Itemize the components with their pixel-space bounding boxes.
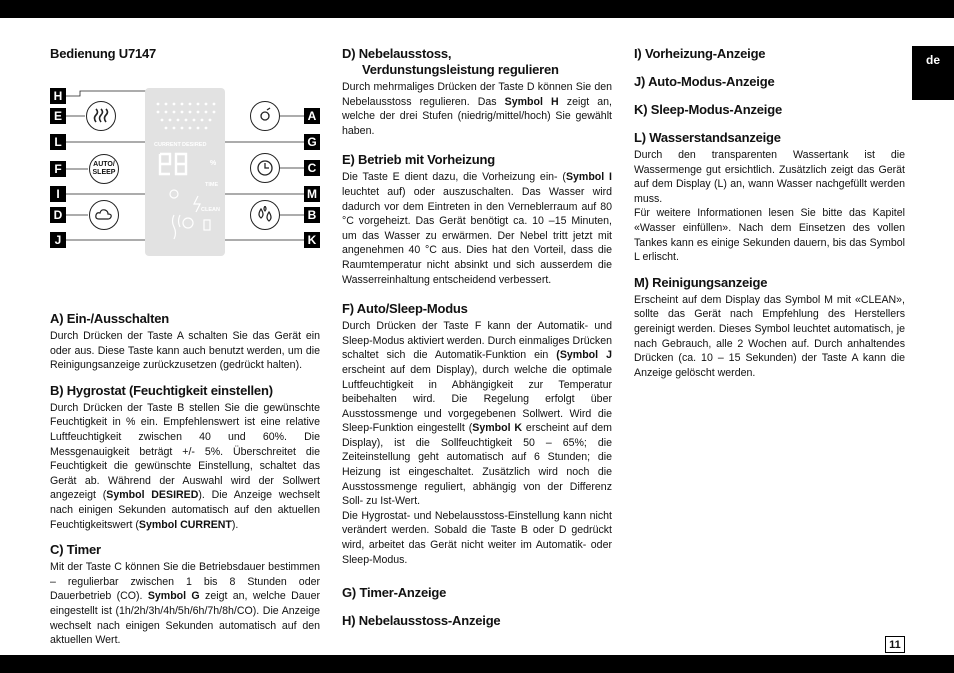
top-bar (0, 0, 954, 18)
label-h: H (50, 88, 66, 104)
heading-j: J) Auto-Modus-Anzeige (634, 74, 775, 89)
heading-l: L) Wasserstandsanzeige (634, 130, 781, 145)
heading-b: B) Hygrostat (Feuchtigkeit einstellen) (50, 382, 273, 398)
section-title: Bedienung U7147 (50, 46, 157, 61)
column-2 (342, 46, 612, 631)
mist-button[interactable] (89, 200, 119, 230)
text-m: Erscheint auf dem Display das Symbol M mit «CLEAN», sollte das Gerät nach Empfehlung des Herstellers gereinigt werden. Dieses Symbol leuchtet automatisch, je nach Gebrauch, alle 2 Wochen auf. Durch anhaltendes Drücken (ca. 10 – 15 Sekunden) der Taste A kann die Anzeige gelöscht werden. (634, 293, 905, 379)
text-c: Mit der Taste C können Sie die Betriebsdauer bestimmen – regulierbar zwischen 1 bis 8 Stunden oder Dauerbetrieb (CO). Symbol G zeigt an, welche Dauer eingestellt ist (1h/2h/3h/4h/5h/6h/7h/8h/CO). Die Anzeige wechselt nach einigen Sekunden automatisch auf den aktuellen Wert. (50, 561, 320, 647)
label-b: B (304, 207, 320, 223)
label-a: A (304, 108, 320, 124)
heat-waves-icon (92, 108, 110, 124)
text-f: Durch Drücken der Taste F kann der Automatik- und Sleep-Modus aktiviert werden. Durch einmaliges Drücken schaltet sich die Automatik-Funktion ein (Symbol J erscheint auf dem Display), durch welche die optimale Luftfeuchtigkeit in Abhängigkeit zur Temperatur beibehalten wird. Die Regelung erfolgt über Ausstossmenge und vorgegebenen Sollwert. Wird die Sleep-Funktion eingestellt (Symbol K erscheint auf dem Display), ist die Sollfeuchtigkeit 50 – 65%; die Zeiteinstellung geht automatisch auf 6 Stunden; die Heizung ist eingeschaltet. Zusätzlich wird noch die Ausstossmenge reguliert, abhängig von der Differenz Soll- zu Ist-Wert. (342, 320, 613, 508)
label-f: F (50, 161, 66, 177)
control-panel-diagram (50, 88, 320, 266)
heading-g: G) Timer-Anzeige (342, 585, 447, 601)
label-g: G (304, 134, 320, 150)
clock-icon (256, 159, 274, 177)
display-current-label: CURRENT (154, 142, 181, 148)
timer-button[interactable] (250, 153, 280, 183)
label-l: L (50, 134, 66, 150)
text-b: Durch Drücken der Taste B stellen Sie die gewünschte Feuchtigkeit in % ein. Empfehlenswert ist eine relative Luftfeuchtigkeit zwischen 40 und 60%. Die Messgenauigkeit beträgt +/- 5%. Überschreitet die Feuchtigkeit die gewünschte Einstellung, schaltet das Gerät ab. Während der Auswahl wird der Sollwert angezeigt (Symbol DESIRED). Die Anzeige wechselt nach einigen Sekunden automatisch auf den aktuellen Feuchtigkeitswert (Symbol CURRENT). (50, 401, 320, 531)
heading-d-line2: Verdunstungsleistung regulieren (362, 62, 559, 77)
label-k: K (304, 232, 320, 248)
label-m: M (304, 186, 320, 202)
text-f-2: Die Hygrostat- und Nebelausstoss-Einstellung kann nicht verändert werden. Sobald die Taste B oder D gedrückt wird, arbeitet das Gerät nicht weiter im Automatik- oder Sleep-Modus. (342, 509, 612, 566)
text-a: Durch Drücken der Taste A schalten Sie das Gerät ein oder aus. Diese Taste kann auch benutzt werden, um die Reinigungsanzeige zurückzusetzen (gedrückt halten). (50, 330, 320, 372)
heading-c: C) Timer (50, 542, 101, 558)
label-e: E (50, 108, 66, 124)
heading-m: M) Reinigungsanzeige (634, 274, 768, 290)
heading-f: F) Auto/Sleep-Modus (342, 301, 468, 317)
power-icon (256, 107, 274, 125)
hygrostat-button[interactable] (250, 200, 280, 230)
text-e: Die Taste E dient dazu, die Vorheizung ein- (Symbol I leuchtet auf) oder auszuschalten. Das Wasser wird dadurch vor dem Eintreten in den Verneblerraum auf 80 °C vorgeheizt. Das Gerät benötigt ca. 10 –15 Minuten, um das Wasser zu erwärmen. Der Nebel tritt jetzt mit angenehmen 40 °C aus. Dies hat den Vorteil, dass die Raumtemperatur nicht absinkt und sich ausserdem die Wasserreinhaltung entscheidend verbessert. (342, 171, 612, 286)
auto-sleep-label: AUTO/ SLEEP (92, 161, 116, 176)
label-d: D (50, 207, 66, 223)
display-time-label: TIME (205, 182, 219, 188)
text-d: Durch mehrmaliges Drücken der Taste D können Sie den Nebelausstoss regulieren. Das Symbol H zeigt an, welche der drei Stufen (niedrig/mittel/hoch) Sie gewählt haben. (342, 81, 612, 137)
label-j: J (50, 232, 66, 248)
text-l-2: Für weitere Informationen lesen Sie bitte das Kapitel «Wasser einfüllen». Nach dem Einsetzen des vollen Tankes kann es einige Sekunden dauern, bis das Symbol L erlischt. (634, 207, 905, 264)
cloud-icon (94, 207, 114, 223)
language-tab: de (912, 46, 954, 100)
heading-h: H) Nebelausstoss-Anzeige (342, 613, 501, 629)
display-desired-label: DESIRED (182, 142, 207, 148)
display-percent: % (210, 160, 217, 167)
heading-e: E) Betrieb mit Vorheizung (342, 152, 495, 168)
column-3 (634, 46, 905, 380)
display-clean-label: CLEAN (201, 207, 220, 213)
label-c: C (304, 160, 320, 176)
heading-d-line1: D) Nebelausstoss, (342, 46, 452, 61)
display-graphics (148, 92, 222, 252)
page-number: 11 (885, 636, 905, 653)
auto-sleep-button[interactable] (89, 154, 119, 184)
column-1 (50, 46, 320, 648)
heading-a: A) Ein-/Ausschalten (50, 311, 169, 326)
heading-i: I) Vorheizung-Anzeige (634, 46, 766, 61)
bottom-bar (0, 655, 954, 673)
label-i: I (50, 186, 66, 202)
water-drops-icon (255, 206, 275, 224)
text-l: Durch den transparenten Wassertank ist die Wassermenge gut ersichtlich. Zusätzlich zeigt das Gerät auf dem Display (L) an, wann Wasser nachgefüllt werden muss. (634, 149, 905, 205)
heating-button[interactable] (86, 101, 116, 131)
heading-k: K) Sleep-Modus-Anzeige (634, 102, 782, 117)
power-button[interactable] (250, 101, 280, 131)
